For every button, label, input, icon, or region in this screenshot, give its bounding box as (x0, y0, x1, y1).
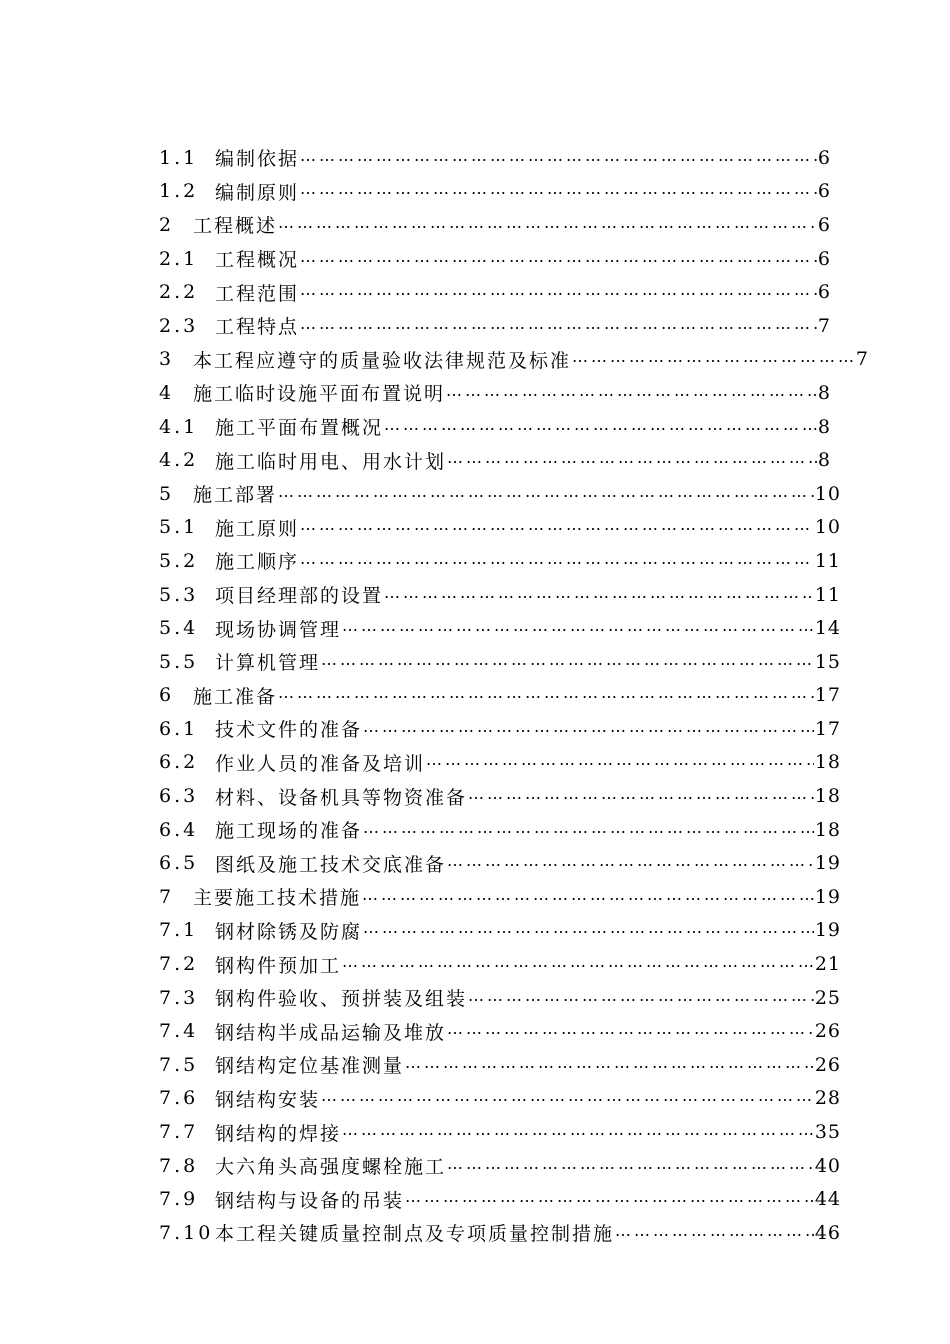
toc-title: 编制依据 (215, 148, 300, 171)
toc-leader (405, 1055, 814, 1075)
toc-leader (300, 148, 817, 168)
toc-entry[interactable] (159, 1149, 841, 1183)
toc-page: 26 (814, 1053, 841, 1076)
toc-page: 14 (814, 617, 841, 640)
toc-page: 40 (814, 1154, 841, 1177)
toc-title: 本工程关键质量控制点及专项质量控制措施 (215, 1223, 615, 1246)
toc-number: 7.3 (159, 986, 199, 1009)
toc-leader (300, 316, 817, 336)
toc-number: 7 (159, 885, 175, 908)
toc-leader (278, 685, 814, 705)
toc-number: 5.1 (159, 516, 199, 539)
toc-number: 5.4 (159, 617, 199, 640)
toc-number: 7.2 (159, 953, 199, 976)
toc-title: 钢构件预加工 (215, 954, 342, 977)
toc-title: 计算机管理 (215, 652, 321, 675)
toc-entry[interactable] (159, 914, 841, 948)
toc-title: 技术文件的准备 (215, 719, 363, 742)
toc-leader (363, 920, 814, 940)
toc-number: 7.7 (159, 1121, 199, 1144)
toc-page: 6 (817, 213, 831, 236)
toc-entry[interactable] (159, 1014, 841, 1048)
toc-number: 4 (159, 381, 175, 404)
toc-number: 4.2 (159, 449, 199, 472)
toc-number: 6 (159, 684, 175, 707)
toc-entry[interactable] (159, 343, 869, 377)
toc-title: 现场协调管理 (215, 618, 342, 641)
toc-title: 项目经理部的设置 (215, 585, 384, 608)
toc-page: 18 (814, 785, 841, 808)
toc-entry[interactable] (159, 813, 841, 847)
toc-leader (447, 853, 814, 873)
toc-number: 2 (159, 213, 175, 236)
toc-entry[interactable] (159, 1182, 841, 1216)
toc-number: 6.4 (159, 818, 199, 841)
toc-number: 7.5 (159, 1053, 199, 1076)
toc-leader (363, 719, 814, 739)
toc-leader (384, 585, 814, 605)
toc-leader (384, 417, 817, 437)
toc-title: 大六角头高强度螺栓施工 (215, 1156, 447, 1179)
toc-page: 15 (814, 650, 841, 673)
toc-page: 18 (814, 818, 841, 841)
toc-title: 钢结构半成品运输及堆放 (215, 1021, 447, 1044)
toc-entry[interactable] (159, 779, 841, 813)
toc-number: 6.1 (159, 717, 199, 740)
toc-leader (321, 652, 814, 672)
toc-leader (615, 1223, 814, 1243)
toc-number: 2.3 (159, 314, 199, 337)
toc-page: 11 (814, 549, 841, 572)
toc-entry[interactable] (159, 376, 831, 410)
toc-title: 钢结构定位基准测量 (215, 1055, 405, 1078)
toc-entry[interactable] (159, 309, 831, 343)
toc-leader (362, 887, 814, 907)
toc-entry[interactable] (159, 275, 831, 309)
toc-leader (278, 484, 814, 504)
toc-page: 21 (814, 953, 841, 976)
toc-title: 主要施工技术措施 (193, 887, 362, 910)
toc-number: 5.2 (159, 549, 199, 572)
toc-title: 图纸及施工技术交底准备 (215, 853, 447, 876)
toc-title: 材料、设备机具等物资准备 (215, 786, 468, 809)
toc-number: 4.1 (159, 415, 199, 438)
toc-entry[interactable] (159, 410, 831, 444)
toc-page: 10 (814, 482, 841, 505)
toc-page: 8 (817, 449, 831, 472)
toc-leader (447, 1156, 814, 1176)
toc-page: 19 (814, 919, 841, 942)
toc-number: 7.10 (159, 1221, 214, 1244)
toc-page: 17 (814, 684, 841, 707)
toc-number: 6.2 (159, 751, 199, 774)
toc-number: 5.3 (159, 583, 199, 606)
toc-title: 钢结构与设备的吊装 (215, 1189, 405, 1212)
toc-page: 6 (817, 247, 831, 270)
toc-leader (342, 954, 814, 974)
toc-page: 7 (817, 314, 831, 337)
toc-title: 钢结构的焊接 (215, 1122, 342, 1145)
toc-number: 5.5 (159, 650, 199, 673)
toc-entry[interactable] (159, 1216, 841, 1250)
toc-leader (447, 450, 817, 470)
toc-page: 18 (814, 751, 841, 774)
toc-title: 施工临时设施平面布置说明 (193, 383, 446, 406)
toc-entry[interactable] (159, 443, 831, 477)
toc-number: 2.2 (159, 281, 199, 304)
toc-page: 17 (814, 717, 841, 740)
toc-leader (278, 215, 817, 235)
toc-leader (468, 786, 814, 806)
toc-number: 1.1 (159, 146, 199, 169)
toc-entry[interactable] (159, 947, 841, 981)
toc-title: 工程范围 (215, 282, 300, 305)
toc-entry[interactable] (159, 511, 841, 545)
toc-title: 钢结构安装 (215, 1088, 321, 1111)
toc-title: 编制原则 (215, 181, 300, 204)
toc-entry[interactable] (159, 746, 841, 780)
toc-page: 25 (814, 986, 841, 1009)
toc-entry[interactable] (159, 208, 831, 242)
toc-entry[interactable] (159, 1048, 841, 1082)
toc-page: 19 (814, 852, 841, 875)
toc-leader (300, 249, 817, 269)
toc-number: 2.1 (159, 247, 199, 270)
toc-leader (363, 820, 814, 840)
toc-page: 6 (817, 146, 831, 169)
toc-number: 5 (159, 482, 175, 505)
toc-leader (447, 1021, 814, 1041)
toc-title: 工程概况 (215, 249, 300, 272)
toc-number: 1.2 (159, 180, 199, 203)
toc-title: 施工平面布置概况 (215, 417, 384, 440)
toc-page: 44 (814, 1188, 841, 1211)
toc-leader (572, 349, 855, 369)
toc-page: 11 (814, 583, 841, 606)
toc-page: 10 (814, 516, 841, 539)
toc-page: 6 (817, 281, 831, 304)
toc-page: 46 (814, 1221, 841, 1244)
toc-leader (426, 752, 814, 772)
toc-number: 7.6 (159, 1087, 199, 1110)
toc-leader (321, 1088, 814, 1108)
toc-page: 19 (814, 885, 841, 908)
toc-entry[interactable] (159, 1082, 841, 1116)
toc-leader (300, 551, 814, 571)
toc-title: 作业人员的准备及培训 (215, 752, 426, 775)
toc-number: 7.4 (159, 1020, 199, 1043)
toc-number: 7.1 (159, 919, 199, 942)
toc-page: 26 (814, 1020, 841, 1043)
toc-number: 7.9 (159, 1188, 199, 1211)
toc-title: 施工顺序 (215, 551, 300, 574)
toc-title: 本工程应遵守的质量验收法律规范及标准 (193, 349, 572, 372)
toc-page: 28 (814, 1087, 841, 1110)
toc-leader (300, 282, 817, 302)
toc-entry[interactable] (159, 578, 841, 612)
toc-leader (342, 1122, 814, 1142)
toc-number: 3 (159, 348, 175, 371)
toc-entry[interactable] (159, 611, 841, 645)
toc-title: 工程特点 (215, 316, 300, 339)
toc-entry[interactable] (159, 477, 841, 511)
toc-entry[interactable] (159, 141, 831, 175)
toc-number: 6.3 (159, 785, 199, 808)
toc-leader (468, 988, 814, 1008)
toc-page: 8 (817, 415, 831, 438)
toc-entry[interactable] (159, 880, 841, 914)
toc-page: 8 (817, 381, 831, 404)
toc-title: 施工准备 (193, 685, 278, 708)
toc-title: 工程概述 (193, 215, 278, 238)
toc-entry[interactable] (159, 645, 841, 679)
toc-entry[interactable] (159, 846, 841, 880)
toc-title: 施工部署 (193, 484, 278, 507)
toc-leader (300, 181, 817, 201)
toc-title: 施工原则 (215, 517, 300, 540)
toc-entry[interactable] (159, 175, 831, 209)
toc-title: 钢构件验收、预拼装及组装 (215, 988, 468, 1011)
toc-title: 钢材除锈及防腐 (215, 920, 363, 943)
toc-entry[interactable] (159, 544, 841, 578)
toc-title: 施工临时用电、用水计划 (215, 450, 447, 473)
toc-title: 施工现场的准备 (215, 820, 363, 843)
toc-entry[interactable] (159, 679, 841, 713)
toc-leader (446, 383, 817, 403)
toc-page: 35 (814, 1121, 841, 1144)
toc-entry[interactable] (159, 1115, 841, 1149)
toc-number: 6.5 (159, 852, 199, 875)
table-of-contents (159, 141, 869, 1250)
toc-entry[interactable] (159, 242, 831, 276)
toc-page: 6 (817, 180, 831, 203)
toc-page: 7 (855, 348, 869, 371)
toc-leader (405, 1189, 814, 1209)
toc-leader (300, 517, 814, 537)
toc-leader (342, 618, 814, 638)
toc-entry[interactable] (159, 981, 841, 1015)
toc-entry[interactable] (159, 712, 841, 746)
toc-number: 7.8 (159, 1154, 199, 1177)
